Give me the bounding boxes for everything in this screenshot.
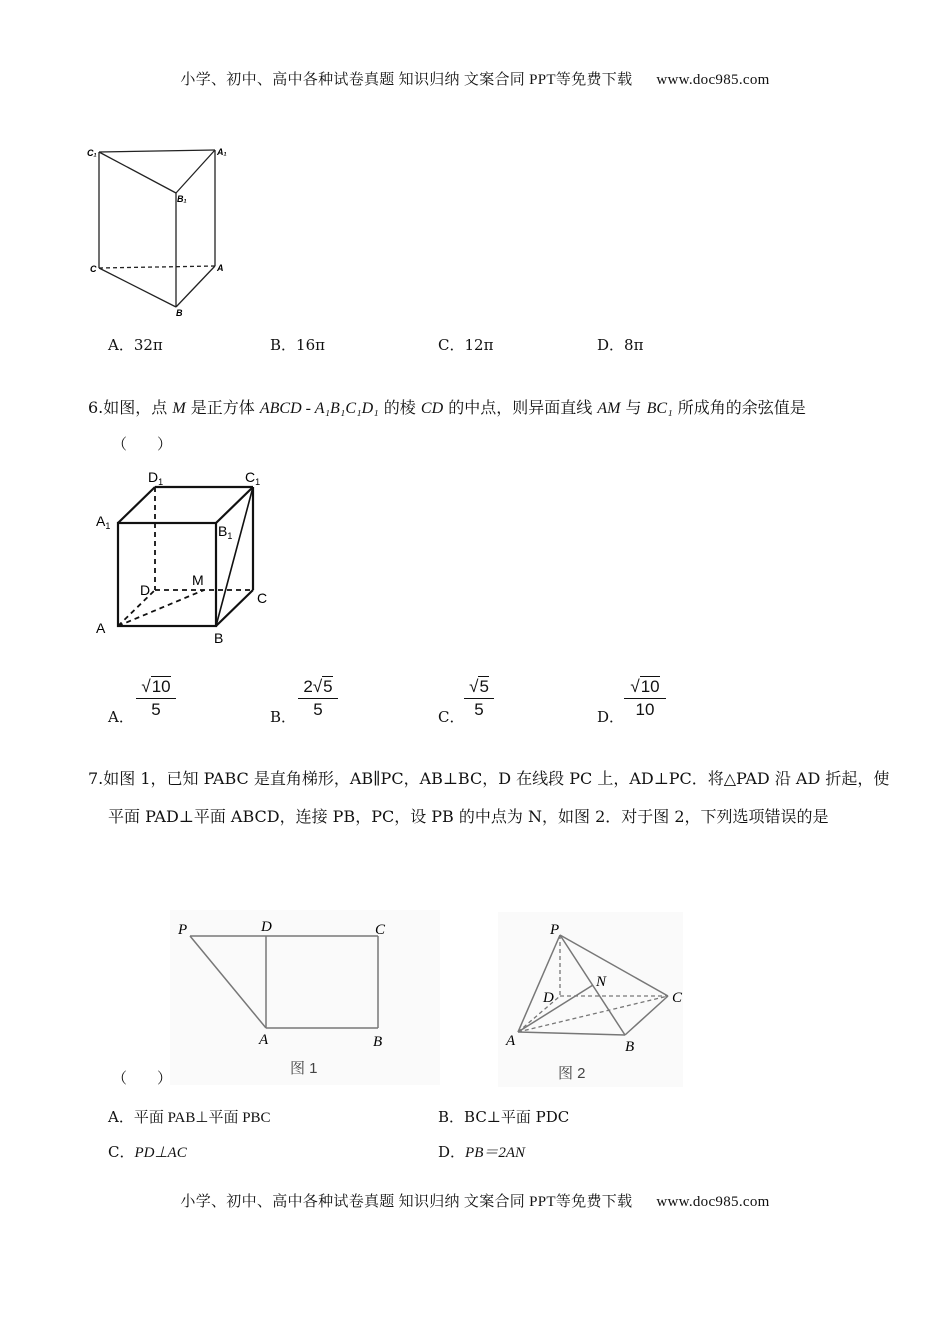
- cube-label-c1: $C_1$: [245, 469, 261, 487]
- q7-stem-line-1: 7.如图 1，已知 PABC 是直角梯形，AB∥PC，AB⊥BC，D 在线段 PC 上，AD⊥PC．将△PAD 沿 AD 折起，使: [88, 769, 890, 788]
- q6-option-a-fraction: $\frac{√10}{5}$: [136, 677, 176, 720]
- fig2-label-b: B: [625, 1039, 635, 1055]
- q5-option-c: C．12π: [438, 336, 494, 354]
- header-text: 小学、初中、高中各种试卷真题 知识归纳 文案合同 PPT等免费下载: [180, 72, 633, 88]
- cube-label-a1: $A_1$: [96, 513, 111, 531]
- q5-option-b: B．16π: [270, 336, 325, 354]
- fig2-label-p: P: [550, 922, 560, 938]
- figure-2-folded-pyramid: [498, 912, 683, 1087]
- q6-stem: 6.如图，点 M 是正方体 ABCD - A₁B₁C₁D₁ 的棱 CD 的中点，则异面直线 AM 与 BC₁ 所成角的余弦值是: [88, 398, 806, 417]
- header-url: www.doc985.com: [656, 72, 770, 88]
- q7-stem-line-2: 平面 PAD⊥平面 ABCD，连接 PB，PC，设 PB 的中点为 N，如图 2．对于图 2，下列选项错误的是: [108, 807, 829, 826]
- q6-answer-paren: （ ）: [112, 435, 173, 453]
- cube-label-c: C: [257, 590, 268, 606]
- q6-option-d-letter: D．: [597, 708, 625, 726]
- figure-1-trapezoid: [170, 910, 440, 1085]
- q6-option-b-letter: B．: [270, 708, 297, 726]
- footer-text: 小学、初中、高中各种试卷真题 知识归纳 文案合同 PPT等免费下载: [180, 1194, 633, 1210]
- prism-label-b1: B₁: [177, 194, 187, 204]
- cube-label-d: D: [140, 582, 151, 598]
- fig2-label-n: N: [596, 974, 607, 990]
- fig2-label-a: A: [506, 1033, 516, 1049]
- prism-label-a: A: [217, 263, 224, 273]
- fig2-caption: 图 2: [558, 1065, 586, 1082]
- prism-label-c: C: [90, 264, 97, 274]
- page-header: [0, 68, 950, 89]
- cube-label-m: M: [192, 572, 204, 588]
- fig1-caption: 图 1: [290, 1060, 318, 1077]
- cube-label-d1: $D_1$: [148, 469, 164, 487]
- q7-option-b: B．BC⊥平面 PDC: [438, 1108, 570, 1126]
- fig1-label-b: B: [373, 1034, 383, 1050]
- q7-option-a: A．平面 PAB⊥平面 PBC: [108, 1108, 271, 1126]
- fig1-label-a: A: [259, 1032, 269, 1048]
- fig1-label-p: P: [178, 922, 188, 938]
- fig2-label-c: C: [672, 990, 683, 1006]
- cube-label-b: B: [214, 630, 224, 645]
- q7-option-c: C．PD⊥AC: [108, 1143, 187, 1161]
- cube-label-a: A: [96, 620, 106, 636]
- q6-option-d-fraction: $\frac{√10}{10}$: [624, 677, 666, 720]
- q6-option-c-fraction: $\frac{√5}{5}$: [464, 677, 494, 720]
- fig1-label-d: D: [261, 919, 272, 935]
- q7-answer-paren: （ ）: [112, 1069, 173, 1087]
- q6-option-c-letter: C．: [438, 708, 465, 726]
- cube-label-b1: $B_1$: [218, 523, 233, 541]
- footer-url: www.doc985.com: [656, 1194, 770, 1210]
- page-footer: [0, 1190, 950, 1211]
- q7-option-d: D．PB＝2AN: [438, 1143, 526, 1161]
- q5-option-a: A．32π: [108, 336, 163, 354]
- prism-figure: [85, 140, 235, 320]
- q6-option-a-letter: A．: [108, 708, 134, 726]
- fig1-label-c: C: [375, 922, 386, 938]
- q6-option-b-fraction: $\frac{2√5}{5}$: [298, 677, 338, 720]
- prism-label-c1: C₁: [87, 148, 97, 158]
- fig2-label-d: D: [543, 990, 554, 1006]
- q5-option-d: D．8π: [597, 336, 644, 354]
- prism-label-b: B: [176, 308, 183, 318]
- cube-figure: [90, 465, 280, 645]
- prism-label-a1: A₁: [217, 147, 227, 157]
